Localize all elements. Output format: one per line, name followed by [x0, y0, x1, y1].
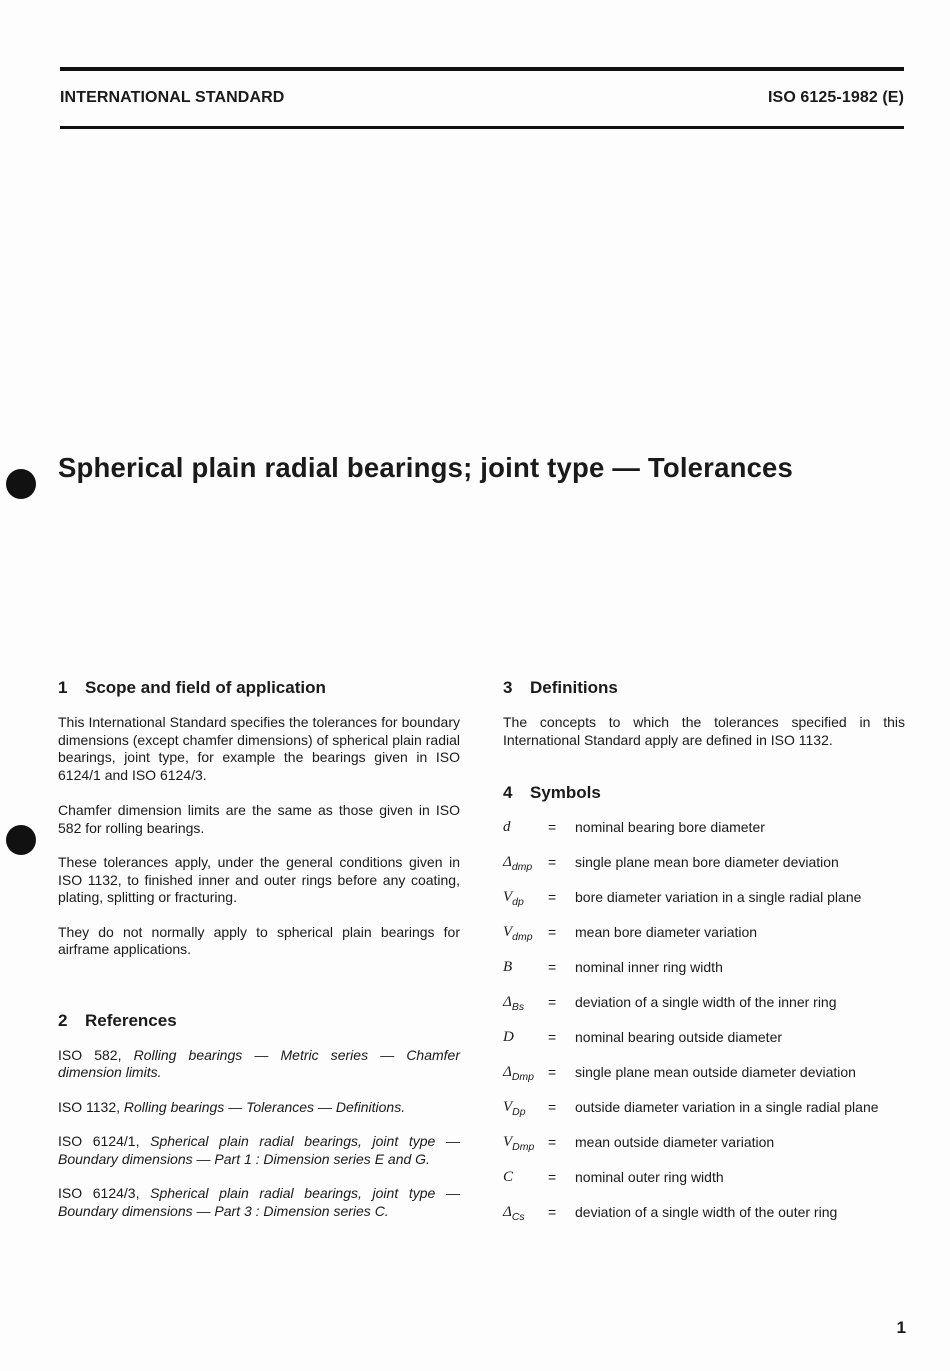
- symbol-row: [503, 994, 905, 1029]
- right-column: [503, 678, 905, 1239]
- symbol-row: [503, 1169, 905, 1204]
- definitions-paragraph: The concepts to which the tolerances specified in this International Standard apply are defined in ISO 1132.: [503, 714, 905, 748]
- symbol-description: nominal bearing bore diameter: [575, 819, 765, 835]
- equals-sign: =: [548, 854, 557, 870]
- section-heading-definitions: 3 Definitions: [503, 678, 618, 697]
- symbol: B: [503, 959, 513, 975]
- symbol-description: deviation of a single width of the outer ring: [575, 1204, 838, 1220]
- reference-item: ISO 1132, Rolling bearings — Tolerances — Definitions.: [58, 1098, 406, 1115]
- symbol: D: [503, 1029, 514, 1045]
- symbol-description: nominal inner ring width: [575, 959, 723, 975]
- symbol-row: [503, 959, 905, 994]
- symbol: $V_{Dmp}$: [503, 1134, 535, 1153]
- symbol: $\Delta_{dmp}$: [503, 854, 533, 873]
- reference-item: ISO 6124/1, Spherical plain radial bearings, joint type — Boundary dimensions — Part 1 : Dimension series E and G.: [58, 1133, 460, 1167]
- symbol: $\Delta_{Cs}$: [503, 1204, 525, 1223]
- reference-item: ISO 582, Rolling bearings — Metric series — Chamfer dimension limits.: [58, 1046, 460, 1080]
- page-number: 1: [896, 1318, 906, 1337]
- equals-sign: =: [548, 924, 557, 940]
- equals-sign: =: [548, 994, 557, 1010]
- symbol-row: [503, 854, 905, 889]
- symbol-row: [503, 819, 905, 854]
- symbol-row: [503, 1029, 905, 1064]
- equals-sign: =: [548, 959, 557, 975]
- section-heading-scope: 1 Scope and field of application: [58, 678, 326, 697]
- header-standard-type: INTERNATIONAL STANDARD: [60, 89, 285, 106]
- symbol-row: [503, 1099, 905, 1134]
- section-heading-symbols: 4 Symbols: [503, 783, 601, 802]
- symbol-row: [503, 1064, 905, 1099]
- scope-paragraph: These tolerances apply, under the general conditions given in ISO 1132, to finished inner and outer rings before any coating, plating, splitting or fracturing.: [58, 854, 460, 905]
- symbol: $V_{dmp}$: [503, 924, 533, 943]
- symbol-description: nominal bearing outside diameter: [575, 1029, 783, 1045]
- section-heading-references: 2 References: [58, 1010, 177, 1030]
- symbol: C: [503, 1169, 514, 1185]
- symbol: $V_{dp}$: [503, 889, 524, 908]
- equals-sign: =: [548, 1099, 557, 1115]
- equals-sign: =: [548, 1169, 557, 1185]
- symbol-description: outside diameter variation in a single radial plane: [575, 1099, 879, 1115]
- header-top-rule: [60, 67, 904, 71]
- symbol-description: mean outside diameter variation: [575, 1134, 775, 1150]
- header-bottom-rule: [60, 126, 904, 129]
- scope-paragraph: They do not normally apply to spherical plain bearings for airframe applications.: [58, 923, 460, 957]
- symbol-row: [503, 924, 905, 959]
- document-title: Spherical plain radial bearings; joint type — Tolerances: [58, 452, 794, 483]
- scope-paragraph: This International Standard specifies the tolerances for boundary dimensions (except chamfer dimensions) of spherical plain radial bearings, joint type, for example the bearings given in ISO 6124/1 and ISO 6124/3.: [58, 714, 460, 783]
- symbol-description: nominal outer ring width: [575, 1169, 724, 1185]
- margin-bullet-mark: [6, 469, 36, 499]
- equals-sign: =: [548, 1064, 557, 1080]
- margin-bullet-mark: [6, 825, 36, 855]
- header-standard-number: ISO 6125-1982 (E): [768, 89, 904, 106]
- symbol-row: [503, 889, 905, 924]
- equals-sign: =: [548, 1134, 557, 1150]
- reference-item: ISO 6124/3, Spherical plain radial bearings, joint type — Boundary dimensions — Part 3 : Dimension series C.: [58, 1185, 460, 1219]
- left-column: [58, 678, 460, 1220]
- equals-sign: =: [548, 819, 557, 835]
- scope-paragraph: Chamfer dimension limits are the same as those given in ISO 582 for rolling bearings.: [58, 802, 460, 836]
- symbols-list: [503, 819, 905, 1239]
- symbol-description: single plane mean outside diameter deviation: [575, 1064, 856, 1080]
- equals-sign: =: [548, 889, 557, 905]
- equals-sign: =: [548, 1204, 557, 1220]
- equals-sign: =: [548, 1029, 557, 1045]
- symbol-description: single plane mean bore diameter deviation: [575, 854, 839, 870]
- symbol: $V_{Dp}$: [503, 1099, 526, 1118]
- symbol-description: mean bore diameter variation: [575, 924, 758, 940]
- symbol: d: [503, 819, 511, 835]
- symbol: $\Delta_{Dmp}$: [503, 1064, 534, 1083]
- symbol-description: bore diameter variation in a single radial plane: [575, 889, 862, 905]
- symbol: $\Delta_{Bs}$: [503, 994, 525, 1013]
- symbol-description: deviation of a single width of the inner ring: [575, 994, 837, 1010]
- symbol-row: [503, 1204, 905, 1239]
- symbol-row: [503, 1134, 905, 1169]
